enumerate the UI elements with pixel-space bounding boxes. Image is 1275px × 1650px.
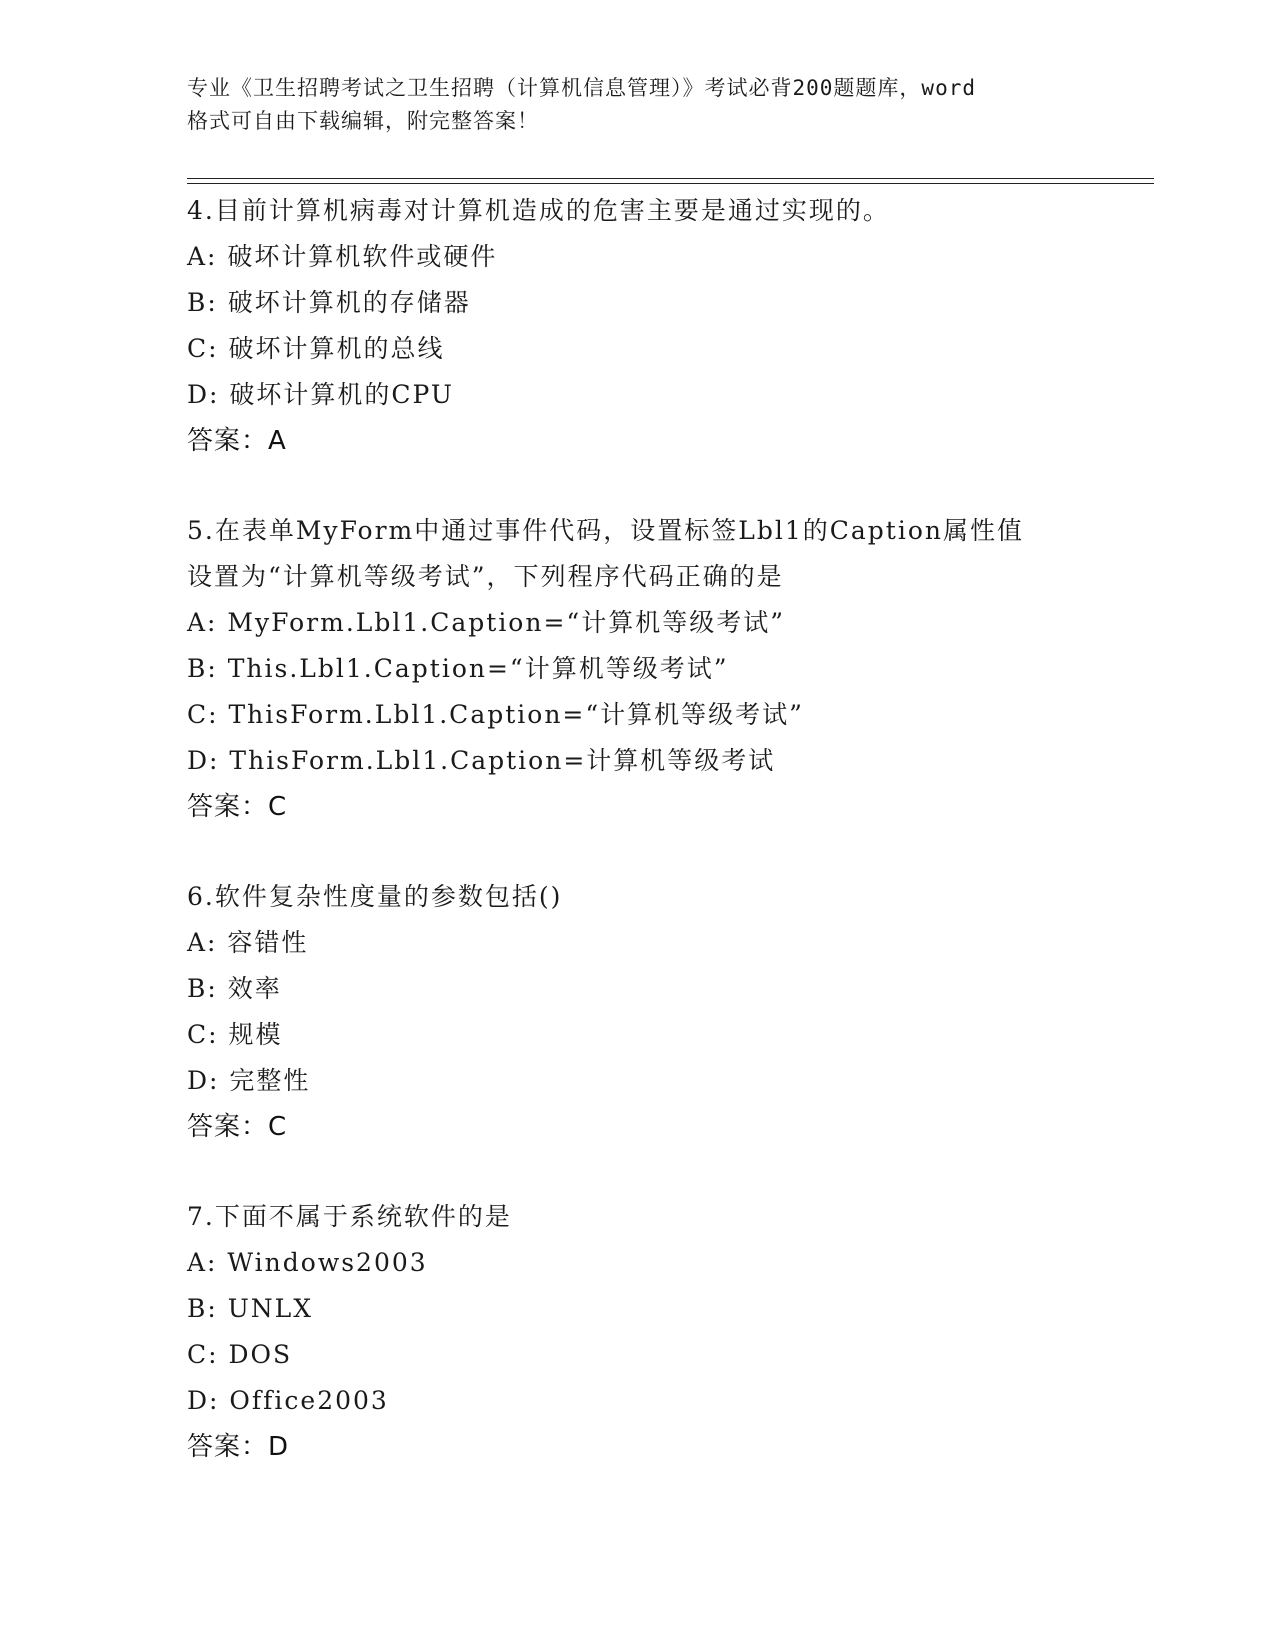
question-stem [187, 874, 1167, 920]
option-a: A: Windows2003 [187, 1248, 428, 1277]
document-header [187, 72, 1087, 138]
question-stem-line: 6.软件复杂性度量的参数包括() [187, 882, 563, 911]
option-d: D: 完整性 [187, 1066, 311, 1095]
option-a: A: 容错性 [187, 928, 309, 957]
header-divider-top [187, 178, 1154, 179]
option-a: A: 破坏计算机软件或硬件 [187, 242, 498, 271]
question-stem-line: 4.目前计算机病毒对计算机造成的危害主要是通过实现的。 [187, 196, 890, 225]
question-6 [187, 874, 1167, 1150]
question-7 [187, 1194, 1167, 1470]
question-stem [187, 1194, 1167, 1240]
question-stem [187, 508, 1167, 600]
option-c: C: 规模 [187, 1020, 283, 1049]
option-d: D: 破坏计算机的CPU [187, 380, 454, 409]
question-list [187, 188, 1167, 1514]
question-stem-line: 5.在表单MyForm中通过事件代码，设置标签Lbl1的Caption属性值 [187, 516, 1025, 545]
answer-text: 答案：C [187, 792, 288, 822]
option-b: B: This.Lbl1.Caption=“计算机等级考试” [187, 654, 729, 683]
answer-text: 答案：A [187, 426, 287, 456]
option-c: C: 破坏计算机的总线 [187, 334, 445, 363]
question-stem-line: 设置为“计算机等级考试”，下列程序代码正确的是 [187, 562, 784, 591]
option-d: D: Office2003 [187, 1386, 389, 1415]
option-d: D: ThisForm.Lbl1.Caption=计算机等级考试 [187, 746, 776, 775]
header-divider-bottom [187, 183, 1154, 184]
option-c: C: ThisForm.Lbl1.Caption=“计算机等级考试” [187, 700, 804, 729]
answer-text: 答案：C [187, 1112, 288, 1142]
question-4 [187, 188, 1167, 464]
header-line-2: 格式可自由下载编辑，附完整答案！ [187, 109, 539, 133]
option-b: B: 效率 [187, 974, 282, 1003]
question-5 [187, 508, 1167, 830]
option-c: C: DOS [187, 1340, 293, 1369]
header-line-1: 专业《卫生招聘考试之卫生招聘（计算机信息管理）》考试必背200题题库，word [187, 76, 976, 100]
answer-text: 答案：D [187, 1432, 290, 1462]
option-b: B: UNLX [187, 1294, 314, 1323]
question-stem-line: 7.下面不属于系统软件的是 [187, 1202, 512, 1231]
question-stem [187, 188, 1167, 234]
option-a: A: MyForm.Lbl1.Caption=“计算机等级考试” [187, 608, 785, 637]
option-b: B: 破坏计算机的存储器 [187, 288, 471, 317]
